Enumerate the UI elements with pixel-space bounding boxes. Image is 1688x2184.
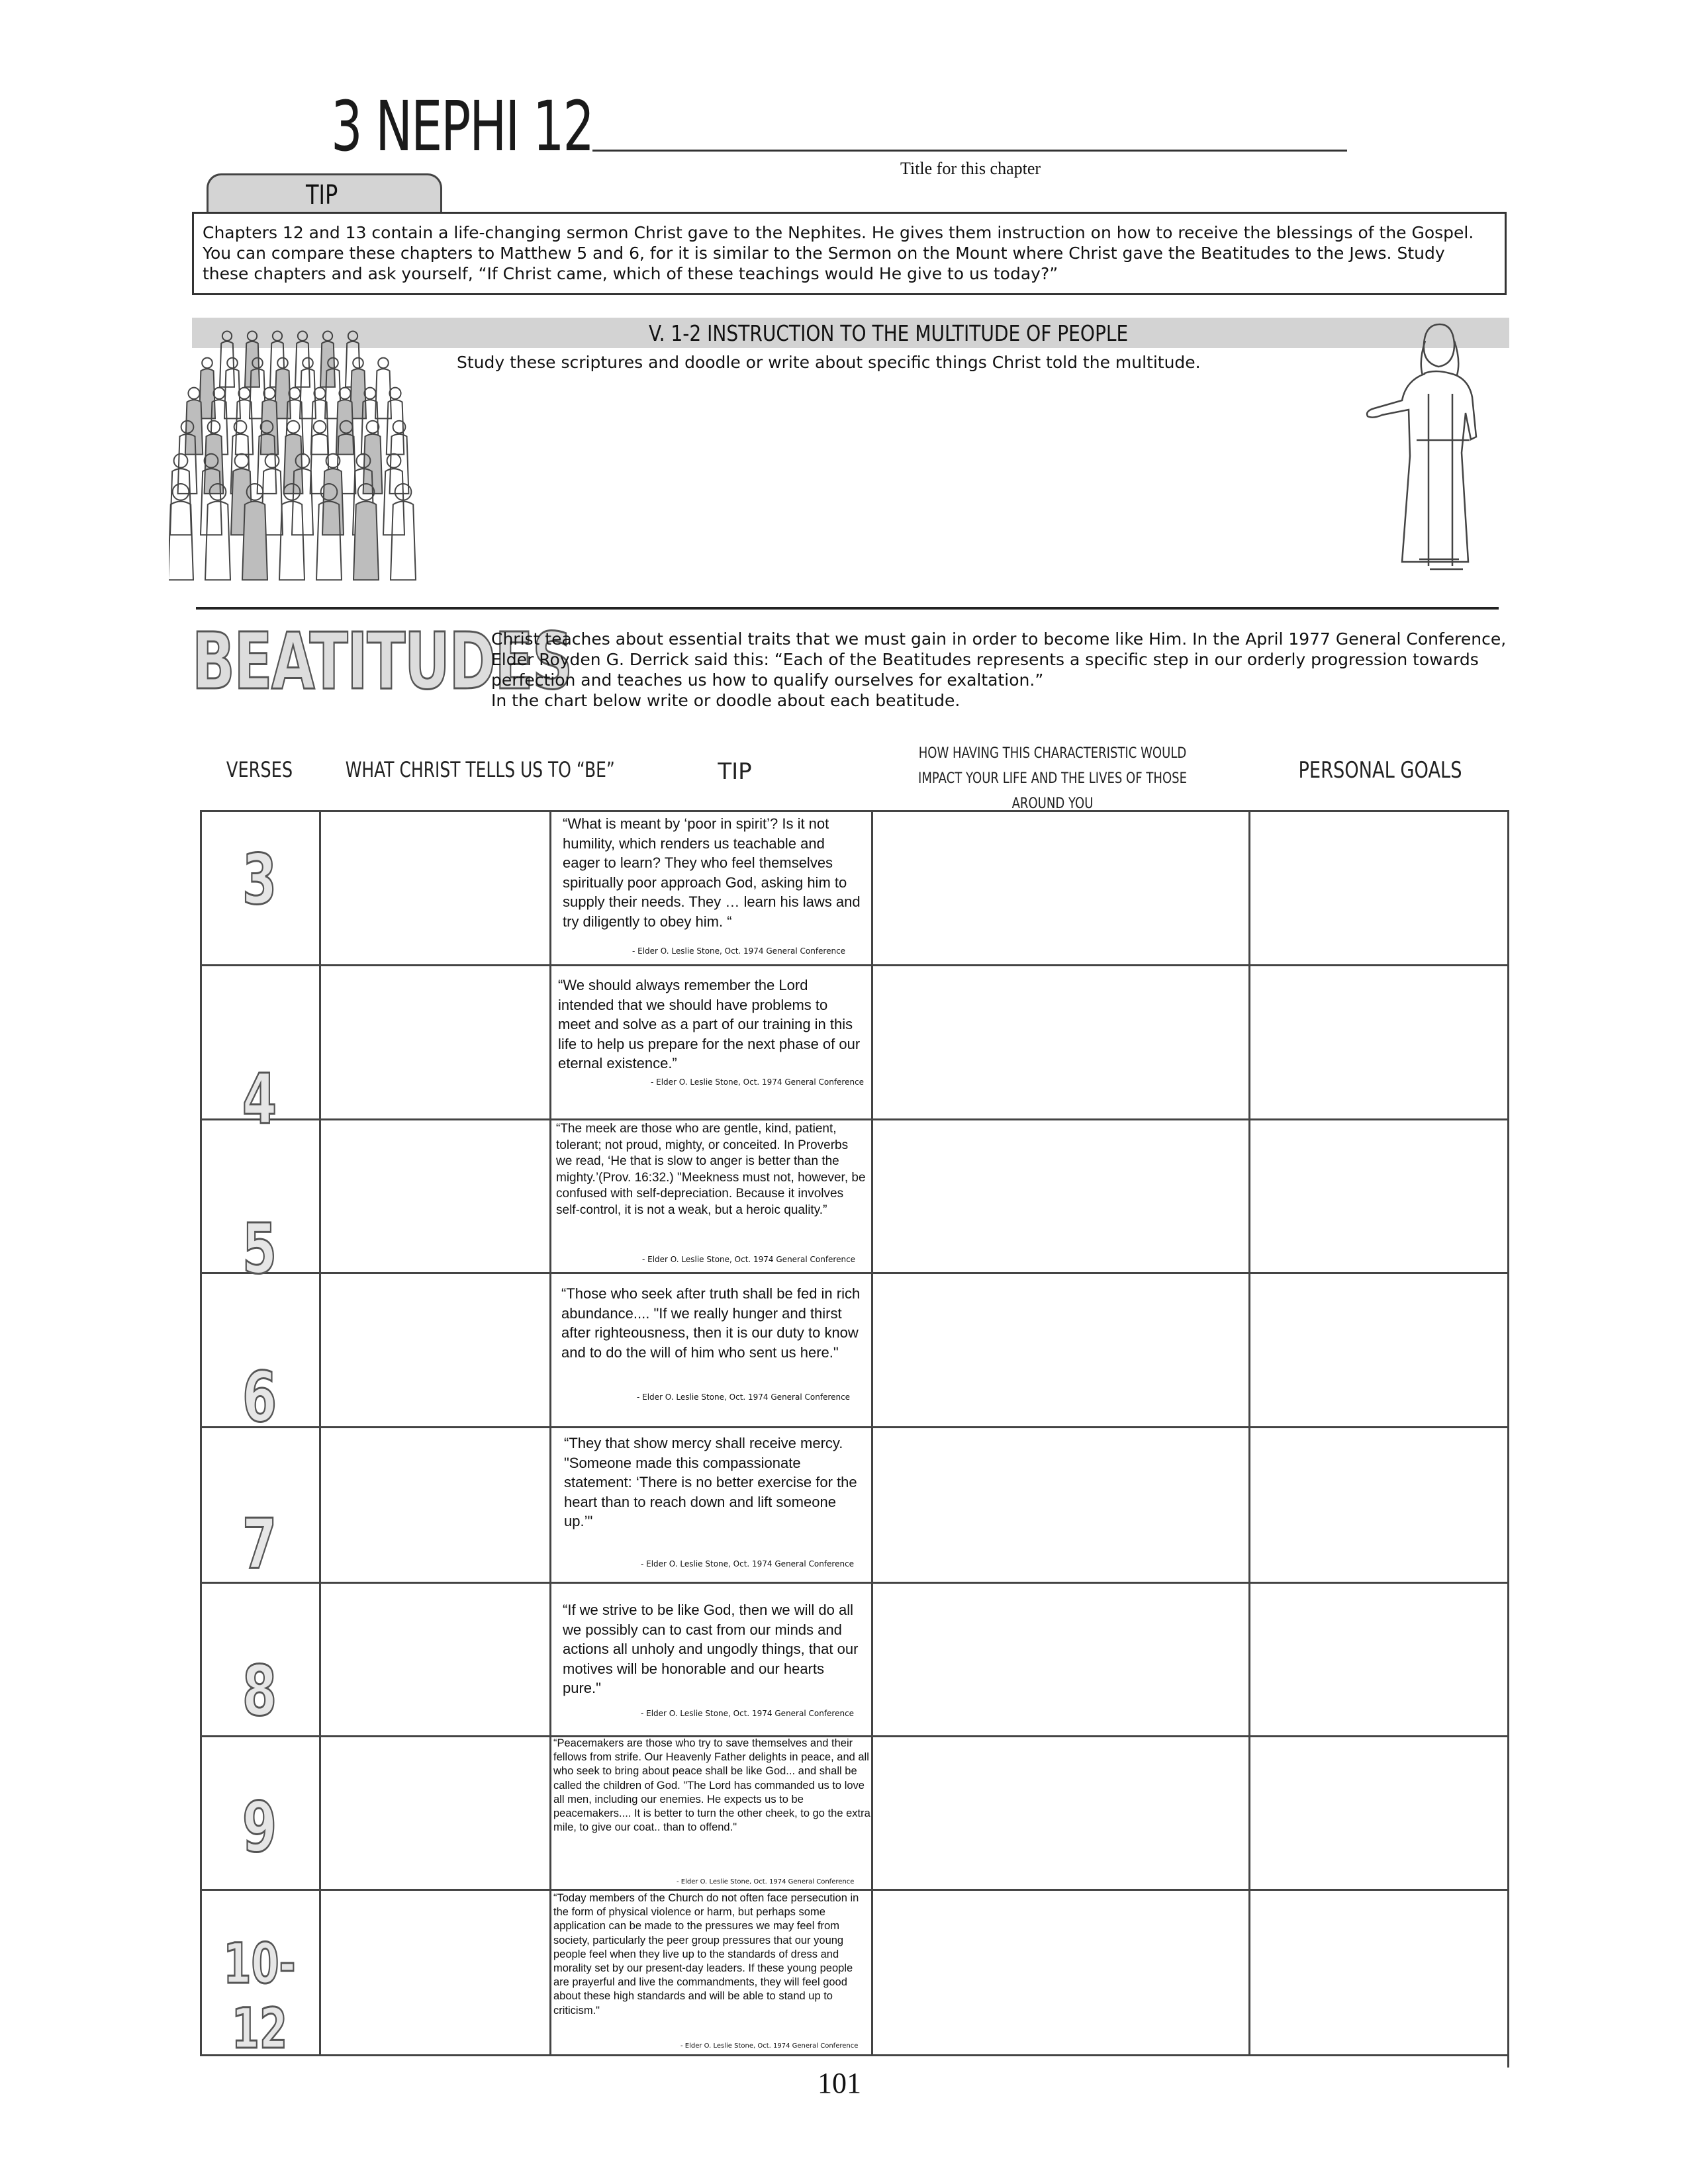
- christ-illustration: [1350, 314, 1509, 579]
- section-instruction: Study these scriptures and doodle or write about specific things Christ told the multitude.: [457, 353, 1201, 372]
- beatitudes-intro: [491, 629, 1511, 711]
- crowd-person-head: [208, 421, 220, 433]
- goals-cell[interactable]: [1250, 1429, 1505, 1581]
- quote-citation: - Elder O. Leslie Stone, Oct. 1974 General Conference: [632, 946, 846, 956]
- table-col-line: [200, 810, 202, 2056]
- verse-number: 4: [242, 1059, 277, 1140]
- impact-cell[interactable]: [872, 967, 1247, 1118]
- crowd-person-head: [238, 388, 250, 399]
- goals-cell[interactable]: [1250, 1121, 1505, 1272]
- tip-quote: “Today members of the Church do not often face persecution in the form of physical violence or harm, but perhaps some application can be made to the pressures we may feel from society, particularly the peer group pressures that our young people feel when they live up to the standards of dress and morality set by our present-day leaders. If these young people are prayerful and live the commandments, they will feel good about these high standards and will be able to stand up to criticism.": [553, 1892, 859, 2017]
- crowd-person-body: [205, 502, 230, 580]
- table-row-line: [200, 964, 1509, 966]
- crowd-person-head: [367, 421, 379, 433]
- crowd-person-body: [387, 400, 404, 455]
- table-row-line: [200, 2054, 1507, 2056]
- crowd-person-body: [261, 400, 278, 455]
- crowd-person-body: [353, 502, 379, 580]
- crowd-person-head: [389, 388, 400, 399]
- goals-cell[interactable]: [1250, 967, 1505, 1118]
- crowd-person-head: [213, 388, 224, 399]
- table-col-line: [1507, 810, 1509, 2068]
- header-tip: TIP: [718, 758, 752, 785]
- header-verses: VERSES: [226, 757, 293, 782]
- crowd-person-head: [173, 484, 189, 500]
- beatitudes-intro-text: Christ teaches about essential traits that we must gain in order to become like Him. In the April 1977 General Conference, Elder Royden G. Derrick said this: “Each of the Beatitudes represents a specific step in our orderly progression towards perfection and teaches us how to qualify ourselves for exaltation.”: [491, 629, 1507, 690]
- page-number: 101: [818, 2067, 861, 2099]
- be-cell[interactable]: [320, 967, 548, 1118]
- quote-citation: - Elder O. Leslie Stone, Oct. 1974 General Conference: [680, 2042, 859, 2050]
- impact-cell[interactable]: [872, 1121, 1247, 1272]
- crowd-person-head: [263, 388, 275, 399]
- beatitudes-instruction: In the chart below write or doodle about each beatitude.: [491, 691, 961, 710]
- crowd-person-head: [222, 332, 232, 341]
- section-divider: [196, 607, 1499, 610]
- verse-number: 9: [242, 1787, 277, 1868]
- table-col-line: [549, 810, 551, 2056]
- crowd-person-head: [265, 454, 279, 468]
- crowd-illustration: [169, 318, 460, 582]
- crowd-person-head: [364, 388, 375, 399]
- tip-quote: “We should always remember the Lord intended that we should have problems to meet and solve as a part of our training in this life to help us prepare for the next phase of our eternal existence.”: [558, 977, 861, 1071]
- verse-number: 3: [242, 839, 277, 920]
- be-cell[interactable]: [320, 1891, 548, 2053]
- be-cell[interactable]: [320, 1121, 548, 1272]
- quote-citation: - Elder O. Leslie Stone, Oct. 1974 General Conference: [642, 1255, 856, 1264]
- crowd-person-head: [202, 358, 212, 369]
- chapter-title-blank-line[interactable]: [592, 150, 1347, 152]
- table-row-line: [200, 1272, 1509, 1274]
- table-row-line: [200, 1426, 1509, 1428]
- quote-citation: - Elder O. Leslie Stone, Oct. 1974 General Conference: [637, 1392, 851, 1402]
- verse-number: 5: [242, 1208, 277, 1289]
- verse-number: 10-12: [223, 1931, 296, 2061]
- crowd-person-body: [242, 502, 267, 580]
- verse-number: 8: [242, 1651, 277, 1731]
- section-heading: V. 1-2 INSTRUCTION TO THE MULTITUDE OF PEOPLE: [649, 320, 1129, 346]
- be-cell[interactable]: [320, 1738, 548, 1889]
- crowd-person-head: [273, 332, 282, 341]
- beatitudes-title: BEATITUDES: [192, 615, 572, 707]
- goals-cell[interactable]: [1250, 1584, 1505, 1735]
- quote-citation: - Elder O. Leslie Stone, Oct. 1974 General Conference: [651, 1077, 865, 1087]
- tip-label: TIP: [306, 180, 338, 210]
- goals-cell[interactable]: [1250, 1275, 1505, 1426]
- table-row-line: [200, 1889, 1509, 1891]
- crowd-person-head: [277, 358, 288, 369]
- crowd-person-head: [174, 454, 188, 468]
- tip-quote: “If we strive to be like God, then we will do all we possibly can to cast from our minds and actions all unholy and ungodly things, that our motives will be honorable and our hearts pure.": [563, 1602, 859, 1696]
- crowd-person-head: [323, 332, 332, 341]
- crowd-person-head: [303, 358, 313, 369]
- be-cell[interactable]: [320, 1584, 548, 1735]
- quote-citation: - Elder O. Leslie Stone, Oct. 1974 General Conference: [641, 1559, 855, 1569]
- crowd-person-head: [248, 332, 257, 341]
- tip-quote: “What is meant by ‘poor in spirit’? Is it not humility, which renders us teachable and eager to learn? They who feel themselves spiritually poor approach God, asking him to supply their needs. They … learn his laws and try diligently to obey him. “: [563, 815, 861, 930]
- tip-quote: “The meek are those who are gentle, kind, patient, tolerant; not proud, mighty, or conceited. In Proverbs we read, ‘He that is slow to anger is better than the mighty.’(Prov. 16:32.) "Meekness must not, however, be confused with self-depreciation. Because it involves self-control, it is not a weak, but a heroic quality.”: [556, 1122, 866, 1217]
- crowd-person-body: [279, 502, 305, 580]
- crowd-person-body: [169, 502, 193, 580]
- crowd-person-head: [188, 388, 199, 399]
- crowd-person-head: [353, 358, 363, 369]
- verse-number: 6: [242, 1357, 277, 1437]
- header-impact: HOW HAVING THIS CHARACTERISTIC WOULD IMPACT YOUR LIFE AND THE LIVES OF THOSE AROUND YOU: [917, 745, 1187, 812]
- goals-cell[interactable]: [1250, 1891, 1505, 2053]
- table-row-line: [200, 1582, 1509, 1584]
- impact-cell[interactable]: [872, 1891, 1247, 2053]
- tip-quote: “Those who seek after truth shall be fed in rich abundance.... "If we really hunger and thirst after righteousness, then it is our duty to know and to do the will of him who sent us here.": [561, 1285, 861, 1361]
- crowd-person-head: [287, 421, 300, 433]
- quote-citation: - Elder O. Leslie Stone, Oct. 1974 General Conference: [677, 1878, 855, 1886]
- impact-cell[interactable]: [872, 1584, 1247, 1735]
- crowd-person-head: [235, 454, 249, 468]
- crowd-person-head: [348, 332, 357, 341]
- quote-citation: - Elder O. Leslie Stone, Oct. 1974 General Conference: [641, 1709, 855, 1718]
- be-cell[interactable]: [320, 813, 548, 964]
- impact-cell[interactable]: [872, 1275, 1247, 1426]
- chapter-title: 3 NEPHI 12: [331, 86, 593, 167]
- crowd-person-head: [289, 388, 300, 399]
- crowd-person-head: [378, 358, 389, 369]
- crowd-person-head: [298, 332, 307, 341]
- verse-number: 7: [242, 1504, 277, 1584]
- crowd-person-head: [314, 388, 325, 399]
- tip-quote: “They that show mercy shall receive mercy. "Someone made this compassionate statement: ‘There is no better exercise for the heart than to reach down and lift someone up.’": [564, 1435, 857, 1529]
- impact-cell[interactable]: [872, 813, 1247, 964]
- crowd-person-head: [387, 454, 401, 468]
- be-cell[interactable]: [320, 1429, 548, 1581]
- table-row-line: [200, 1118, 1509, 1120]
- crowd-person-head: [339, 388, 350, 399]
- tip-quote: “Peacemakers are those who try to save themselves and their fellows from strife. Our Heavenly Father delights in peace, and all who seek to bring about peace shall be like God... and shall be called the children of God. "The Lord has commanded us to love all men, including our enemies. He expects us to be peacemakers.... It is better to turn the other cheek, to go the extra mile, to give our coat.. than to offend.": [553, 1737, 870, 1834]
- tip-text: Chapters 12 and 13 contain a life-changing sermon Christ gave to the Nephites. He gives them instruction on how to receive the blessings of the Gospel. You can compare these chapters to Matthew 5 and 6, for it is similar to the Sermon on the Mount where Christ gave the Beatitudes to the Jews. Study these chapters and ask yourself, “If Christ came, which of these teachings would He give to us today?”: [203, 223, 1474, 283]
- header-be: WHAT CHRIST TELLS US TO “BE”: [345, 757, 615, 782]
- impact-cell[interactable]: [872, 1738, 1247, 1889]
- goals-cell[interactable]: [1250, 1738, 1505, 1889]
- impact-cell[interactable]: [872, 1429, 1247, 1581]
- goals-cell[interactable]: [1250, 813, 1505, 964]
- crowd-person-head: [314, 421, 326, 433]
- be-cell[interactable]: [320, 1275, 548, 1426]
- header-goals: PERSONAL GOALS: [1298, 757, 1462, 784]
- title-caption: Title for this chapter: [900, 159, 1041, 178]
- crowd-person-head: [227, 358, 238, 369]
